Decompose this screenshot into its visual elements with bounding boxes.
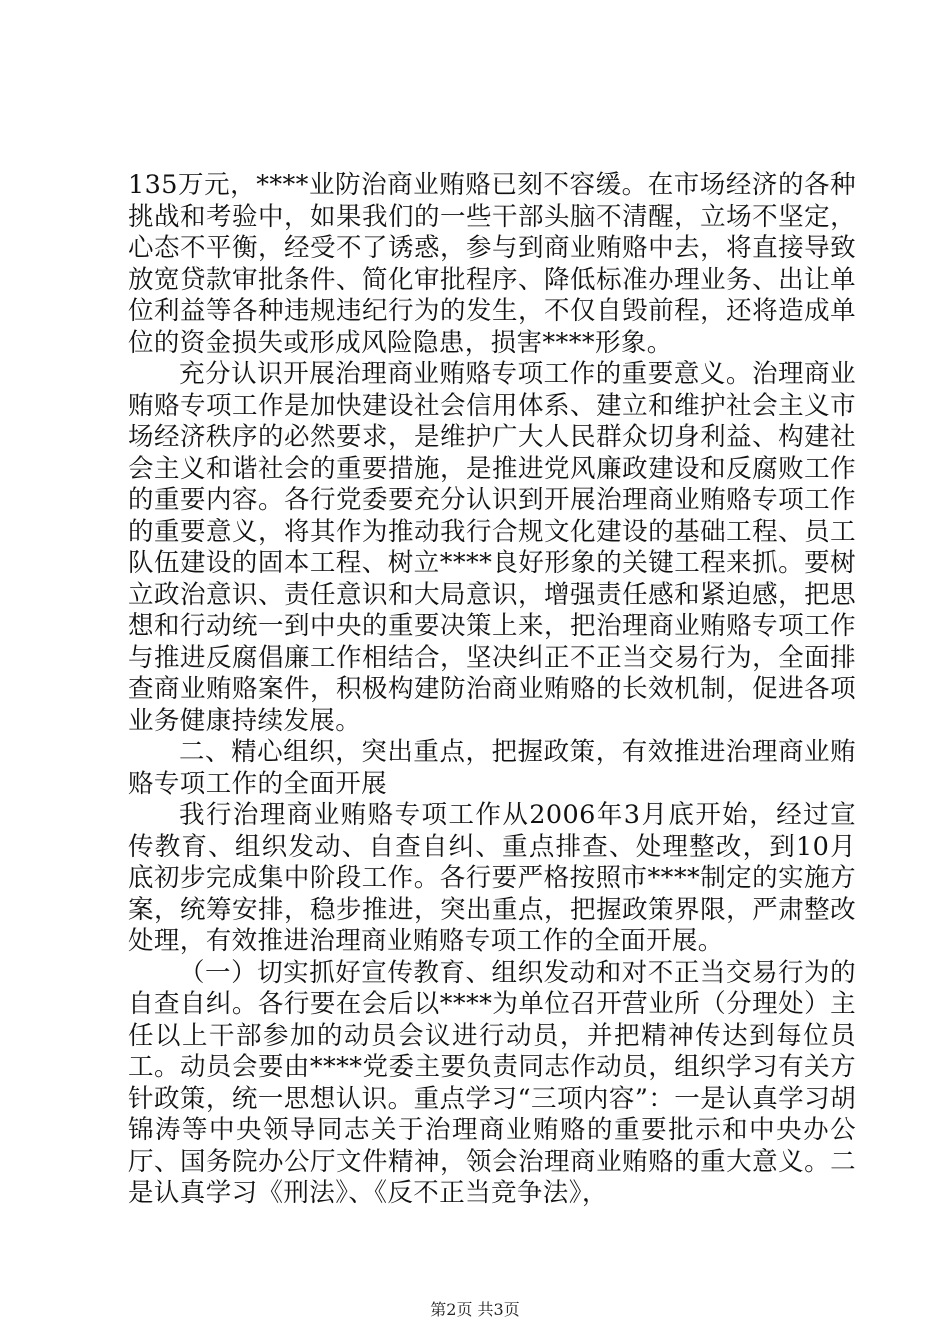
paragraph-continuation: 135万元，****业防治商业贿赂已刻不容缓。在市场经济的各种挑战和考验中，如果我们的一些干部头脑不清醒，立场不坚定，心态不平衡，经受不了诱惑，参与到商业贿赂中去，将直接导致放宽贷款审批条件、简化审批程序、降低标准办理业务、出让单位利益等各种违规违纪行为的发生，不仅自毁前程，还将造成单位的资金损失或形成风险隐患，损害****形象。 [128, 170, 856, 358]
document-body [128, 170, 856, 1210]
section-heading-two: 二、精心组织，突出重点，把握政策，有效推进治理商业贿赂专项工作的全面开展 [128, 737, 856, 799]
paragraph-schedule: 我行治理商业贿赂专项工作从2006年3月底开始，经过宣传教育、组织发动、自查自纠、重点排查、处理整改，到10月底初步完成集中阶段工作。各行要严格按照市****制定的实施方案，统筹安排，稳步推进，突出重点，把握政策界限，严肃整改处理，有效推进治理商业贿赂专项工作的全面开展。 [128, 800, 856, 956]
paragraph-item-one: （一）切实抓好宣传教育、组织发动和对不正当交易行为的自查自纠。各行要在会后以****为单位召开营业所（分理处）主任以上干部参加的动员会议进行动员，并把精神传达到每位员工。动员会要由****党委主要负责同志作动员，组织学习有关方针政策，统一思想认识。重点学习“三项内容”：一是认真学习胡锦涛等中央领导同志关于治理商业贿赂的重要批示和中央办公厅、国务院办公厅文件精神，领会治理商业贿赂的重大意义。二是认真学习《刑法》、《反不正当竞争法》， [128, 957, 856, 1208]
page-footer: 第2页 共3页 [430, 1300, 520, 1319]
paragraph-significance: 充分认识开展治理商业贿赂专项工作的重要意义。治理商业贿赂专项工作是加快建设社会信用体系、建立和维护社会主义市场经济秩序的必然要求，是维护广大人民群众切身利益、构建社会主义和谐社会的重要措施，是推进党风廉政建设和反腐败工作的重要内容。各行党委要充分认识到开展治理商业贿赂专项工作的重要意义，将其作为推动我行合规文化建设的基础工程、员工队伍建设的固本工程、树立****良好形象的关键工程来抓。要树立政治意识、责任意识和大局意识，增强责任感和紧迫感，把思想和行动统一到中央的重要决策上来，把治理商业贿赂专项工作与推进反腐倡廉工作相结合，坚决纠正不正当交易行为，全面排查商业贿赂案件，积极构建防治商业贿赂的长效机制，促进各项业务健康持续发展。 [128, 359, 856, 736]
